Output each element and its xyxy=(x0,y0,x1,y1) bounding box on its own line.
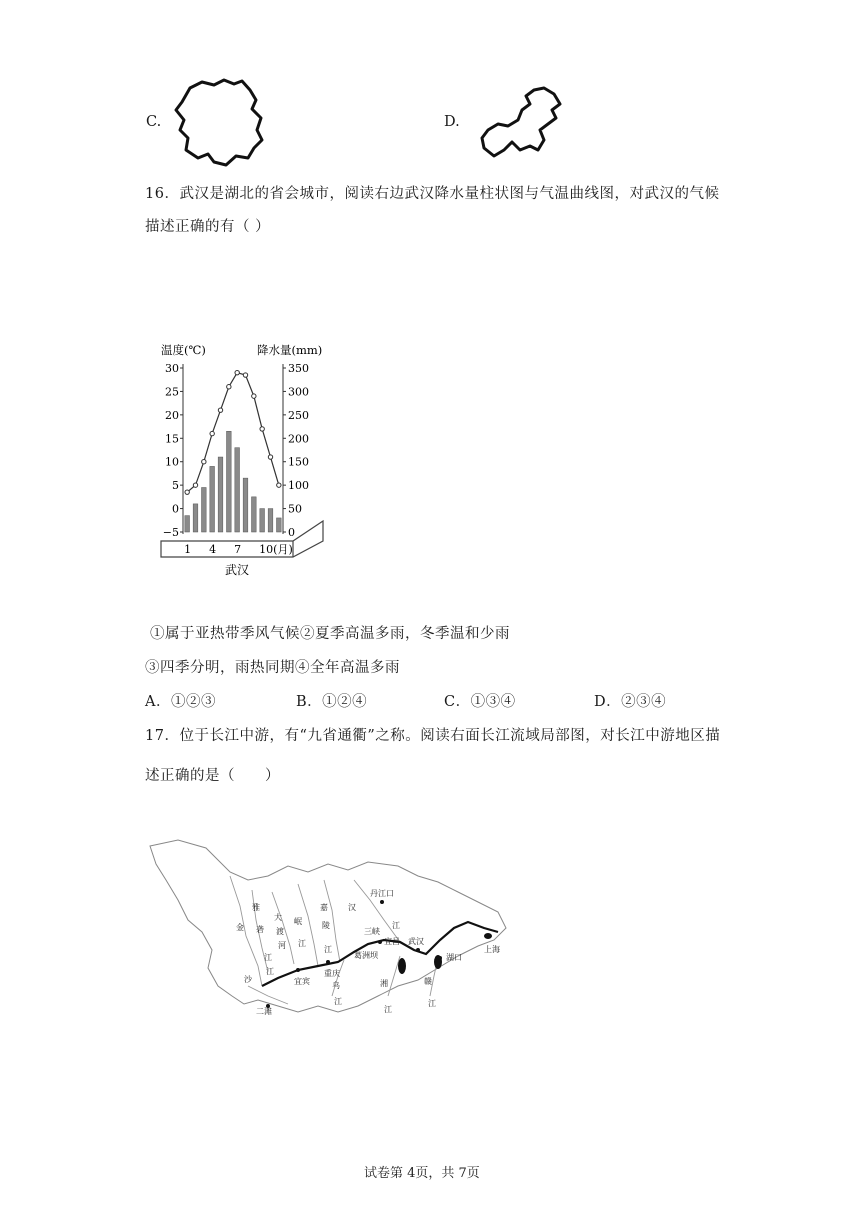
temperature-point xyxy=(260,427,264,431)
left-tick-label: 10 xyxy=(165,455,179,469)
right-tick-label: 150 xyxy=(288,455,309,469)
temperature-point xyxy=(202,460,206,464)
q16-statements-line1: ①属于亚热带季风气候②夏季高温多雨，冬季温和少雨 xyxy=(150,626,510,642)
label-han: 汉 xyxy=(348,903,356,912)
label-jialing2: 陵 xyxy=(322,921,330,930)
xiang-river xyxy=(388,956,400,996)
label-jiang4: 江 xyxy=(324,945,332,954)
q16-option-b[interactable]: B．①②④ xyxy=(296,694,368,710)
label-jiang3: 江 xyxy=(298,939,306,948)
label-dadu: 大 xyxy=(274,913,282,922)
temperature-point xyxy=(252,394,256,398)
label-jiang8: 江 xyxy=(334,997,342,1006)
wu-river xyxy=(332,960,344,996)
right-tick-label: 50 xyxy=(288,502,302,516)
label-danjiangkou: 丹江口 xyxy=(370,889,394,898)
right-tick-label: 200 xyxy=(288,432,309,446)
x-tick-label: 4 xyxy=(209,543,217,556)
precipitation-bar xyxy=(268,509,273,532)
left-axis-label: 温度(℃) xyxy=(161,343,206,357)
page-footer: 试卷第 4页，共 7页 xyxy=(364,1166,480,1181)
temperature-point xyxy=(218,408,222,412)
precipitation-bar xyxy=(202,487,207,532)
label-shanghai: 上海 xyxy=(484,945,500,954)
temperature-point xyxy=(235,370,239,374)
label-wuhan: 武汉 xyxy=(408,937,424,946)
right-tick-label: 0 xyxy=(288,526,295,539)
left-tick-label: 0 xyxy=(172,502,179,516)
right-axis-label: 降水量(mm) xyxy=(257,343,323,357)
label-sanxia: 三峡 xyxy=(364,927,380,936)
precipitation-bar xyxy=(252,497,257,532)
temperature-point xyxy=(243,373,247,377)
left-tick-label: 5 xyxy=(172,479,179,493)
danjiangkou-dot xyxy=(380,900,384,904)
label-jiang2: 江 xyxy=(264,953,272,962)
q16-statements-line2: ③四季分明，雨热同期④全年高温多雨 xyxy=(145,660,400,676)
q16-option-c[interactable]: C．①③④ xyxy=(444,694,516,710)
label-xiang: 湘 xyxy=(380,979,388,988)
q16-stem-line1: 16．武汉是湖北的省会城市，阅读右边武汉降水量柱状图与气温曲线图，对武汉的气候 xyxy=(145,186,720,202)
label-wu: 乌 xyxy=(332,981,340,990)
chongqing-dot xyxy=(326,960,330,964)
left-tick-label: −5 xyxy=(162,526,179,539)
label-gan: 赣 xyxy=(424,977,432,986)
yichang-dot xyxy=(378,940,382,944)
label-du: 渡 xyxy=(276,927,284,936)
label-chongqing: 重庆 xyxy=(324,969,340,978)
label-he: 河 xyxy=(278,941,286,950)
left-tick-label: 25 xyxy=(165,385,179,399)
label-gezhouba: 葛洲坝 xyxy=(354,951,378,960)
wuhan-climate-chart xyxy=(155,338,335,578)
precipitation-bar xyxy=(235,448,240,532)
right-tick-label: 350 xyxy=(288,362,309,375)
dongting-lake xyxy=(398,958,406,974)
temperature-point xyxy=(268,455,272,459)
temperature-point xyxy=(210,431,214,435)
right-tick-label: 250 xyxy=(288,408,309,422)
left-tick-label: 20 xyxy=(165,408,179,422)
label-jiang5: 江 xyxy=(392,921,400,930)
q16-stem-line2: 描述正确的有（ ） xyxy=(145,219,271,235)
temperature-point xyxy=(277,483,281,487)
label-hukou: 湖口 xyxy=(446,953,462,962)
precipitation-bar xyxy=(227,431,232,532)
q17-stem-line1: 17．位于长江中游，有“九省通衢”之称。阅读右面长江流域局部图，对长江中游地区描 xyxy=(145,728,721,744)
precipitation-bar xyxy=(218,457,223,532)
precipitation-bar xyxy=(210,466,215,532)
tai-lake xyxy=(484,933,492,939)
label-long: 砻 xyxy=(256,925,264,934)
precipitation-bar xyxy=(185,516,190,532)
option-d-province-outline xyxy=(474,84,566,164)
left-tick-label: 30 xyxy=(165,362,179,375)
chart-title: 武汉 xyxy=(225,563,250,577)
q17-stem-line2: 述正确的是（ ） xyxy=(145,768,280,784)
option-d-label: D. xyxy=(444,114,460,130)
q16-option-a[interactable]: A．①②③ xyxy=(145,694,216,710)
right-tick-label: 100 xyxy=(288,479,309,493)
label-yibin: 宜宾 xyxy=(294,977,310,986)
label-yichang: 宜昌 xyxy=(384,937,400,946)
label-jin: 金 xyxy=(236,923,244,932)
label-jialing1: 嘉 xyxy=(320,903,328,912)
x-tick-label: 1 xyxy=(184,543,192,556)
label-jiang1: 江 xyxy=(266,967,274,976)
precipitation-bar xyxy=(193,504,198,532)
temperature-point xyxy=(227,385,231,389)
label-jiang7: 江 xyxy=(428,999,436,1008)
label-jiang6: 江 xyxy=(384,1005,392,1014)
left-tick-label: 15 xyxy=(165,432,179,446)
precipitation-bar xyxy=(243,478,248,532)
precipitation-bar xyxy=(260,509,265,532)
option-c-label: C. xyxy=(146,114,162,130)
x-tick-label: 7 xyxy=(234,543,242,556)
label-min: 岷 xyxy=(294,917,302,926)
temperature-point xyxy=(193,483,197,487)
label-ertan: 二滩 xyxy=(256,1007,272,1016)
hukou-dot xyxy=(438,956,442,960)
x-tick-label: 10(月) xyxy=(259,543,293,556)
option-c-province-outline xyxy=(172,76,268,170)
q16-option-d[interactable]: D．②③④ xyxy=(594,694,667,710)
wuhan-dot xyxy=(416,948,420,952)
temperature-line xyxy=(187,373,279,492)
yangtze-basin-map xyxy=(148,836,510,1050)
yibin-dot xyxy=(296,968,300,972)
label-ya: 雅 xyxy=(252,903,260,912)
temperature-point xyxy=(185,490,189,494)
label-sha: 沙 xyxy=(244,975,252,984)
precipitation-bar xyxy=(277,518,282,532)
right-tick-label: 300 xyxy=(288,385,309,399)
